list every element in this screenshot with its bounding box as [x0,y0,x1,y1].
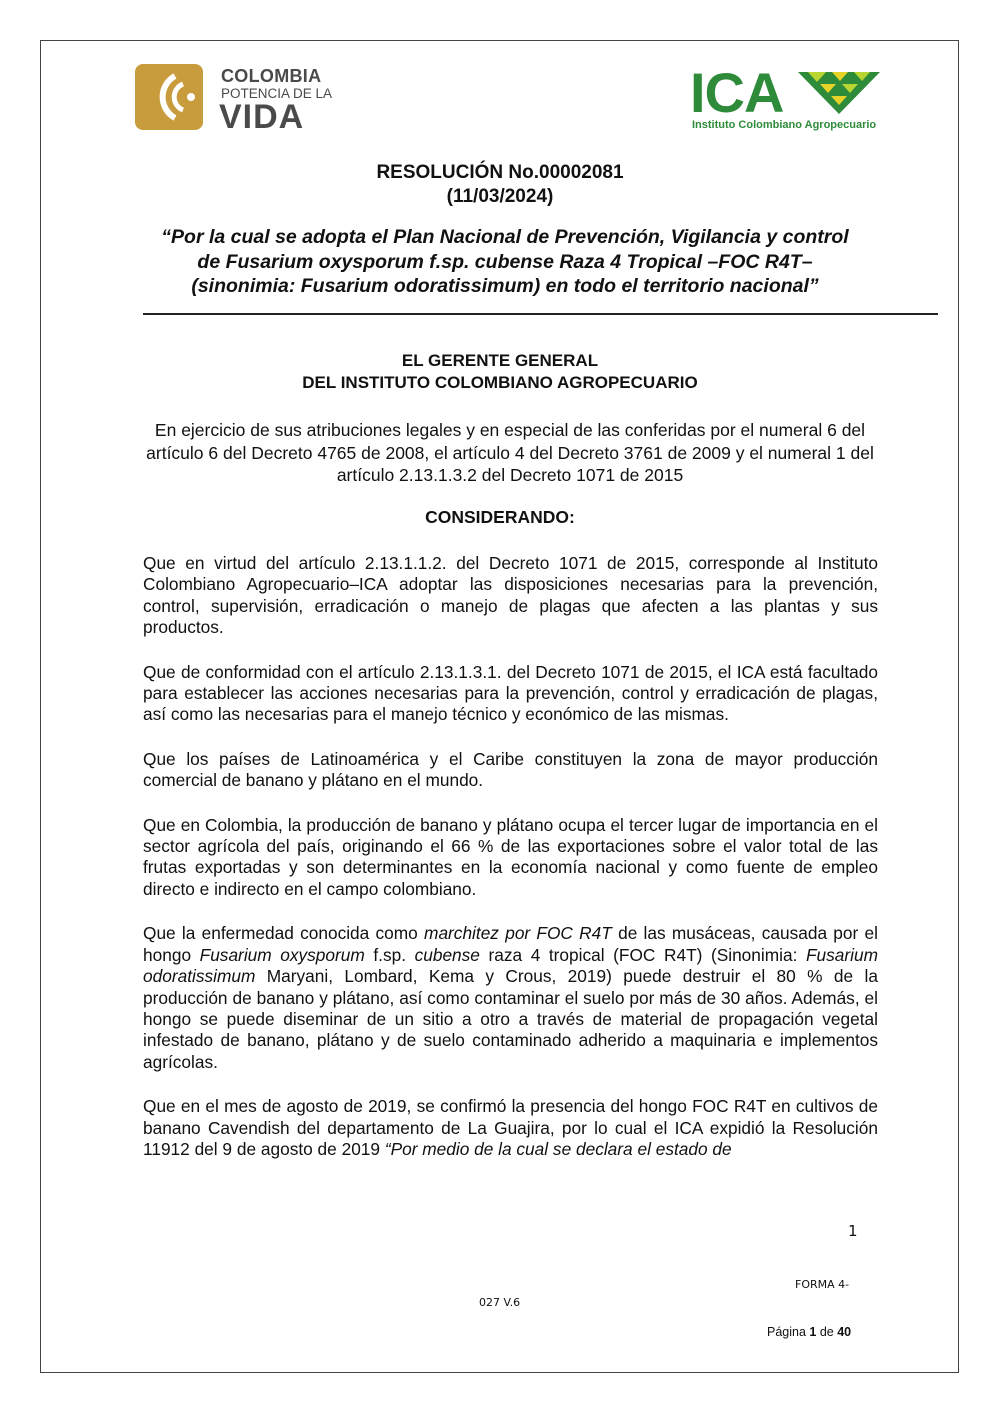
paragraph-6 [143,1096,878,1160]
subject-line-3: (sinonimia: Fusarium odoratissimum) en todo el territorio nacional” [191,275,819,297]
ica-logo-pattern-icon [798,70,880,116]
p5-text-g: raza 4 tropical (FOC R4T) (Sinonimia: [479,944,806,965]
header-divider [143,313,938,315]
logo-line-colombia: COLOMBIA [221,66,322,86]
paragraph-5 [143,923,878,1073]
p5-text-i: Maryani, Lombard, Kema y Crous, 2019) puede destruir el 80 % de la producción de banano y plátano, así como contaminar el suelo por más de 30 años. Además, el hongo se puede diseminar de un sitio a otro a través de material de propagación vegetal infestado de banano, plátano y de suelo contaminado adherido a maquinaria e implementos agrícolas. [143,966,878,1072]
paragraph-1: Que en virtud del artículo 2.13.1.1.2. del Decreto 1071 de 2015, corresponde al Instituto Colombiano Agropecuario–ICA adoptar las disposiciones necesarias para la prevención, control, supervisión, erradicación o manejo de plagas que afecten a las plantas y sus productos. [143,553,878,638]
page-number: 1 [848,1222,858,1240]
form-code-part-2: 027 V.6 [479,1296,521,1309]
page-counter-sep: de [816,1325,838,1339]
paragraph-2: Que de conformidad con el artículo 2.13.1.3.1. del Decreto 1071 de 2015, el ICA está facultado para establecer las acciones necesarias para la prevención, control y erradicación de plagas, así como las necesarias para el manejo técnico y económico de las mismas. [143,661,878,725]
considerando-heading: CONSIDERANDO: [425,507,575,527]
authority-heading [0,350,1000,394]
page-counter-current: 1 [809,1325,817,1339]
p5-italic-marchitez: marchitez por FOC R4T [424,923,612,944]
resolution-number: RESOLUCIÓN No.00002081 [376,162,624,183]
p5-italic-cubense: cubense [414,944,480,965]
ica-logo-text: ICA [690,61,784,124]
form-code-part-1: FORMA 4- [795,1278,850,1291]
colombia-potencia-de-la-vida-logo [135,64,335,134]
resolution-date: (11/03/2024) [446,186,554,207]
p5-italic-fusarium: Fusarium oxysporum [199,944,365,965]
p6-text-a: Que en el mes de agosto de 2019, se confirmó la presencia del hongo FOC R4T en cultivos de banano Cavendish del departamento de La Guajira, por lo cual el ICA expidió la Resolución 11912 del 9 de agosto de 2019 [143,1096,878,1159]
p5-text-c: de las musáceas, causada por el hongo [143,923,878,965]
page-counter [767,1325,851,1339]
resolution-header [0,161,1000,209]
p6-italic-quote: “Por medio de la cual se declara el estado de [384,1138,732,1159]
subject-line-2: de Fusarium oxysporum f.sp. cubense Raza 4 Tropical –FOC R4T– [197,250,813,273]
considerando-body [143,553,878,1183]
p5-text-e: f.sp. [364,944,415,965]
colombia-logo-mark-icon [135,64,205,132]
ejercicio-paragraph: En ejercicio de sus atribuciones legales y en especial de las conferidas por el numeral 6 del artículo 6 del Decreto 4765 de 2008, el artículo 4 del Decreto 3761 de 2009 y el numeral 1 del artículo 2.13.1.3.2 del Decreto 1071 de 2015 [146,420,874,485]
paragraph-4: Que en Colombia, la producción de banano y plátano ocupa el tercer lugar de importancia en el sector agrícola del país, originando el 66 % de las exportaciones sobre el valor total de las frutas exportadas y son determinantes en la economía nacional y como fuente de empleo directo e indirecto en el campo colombiano. [143,814,878,899]
resolution-subject [140,225,870,299]
authority-line-1: EL GERENTE GENERAL [401,351,599,370]
p5-text-a: Que la enfermedad conocida como [143,923,425,944]
logo-line-potencia: POTENCIA DE LA [221,86,333,101]
paragraph-3: Que los países de Latinoamérica y el Caribe constituyen la zona de mayor producción comercial de banano y plátano en el mundo. [143,748,878,791]
ica-logo-subtitle: Instituto Colombiano Agropecuario [692,119,877,131]
authority-line-2: DEL INSTITUTO COLOMBIANO AGROPECUARIO [302,373,698,392]
logo-line-vida: VIDA [219,98,305,136]
ica-logo [690,61,890,136]
subject-line-1: “Por la cual se adopta el Plan Nacional de Prevención, Vigilancia y control [161,226,849,248]
page-counter-label: Página [767,1325,810,1339]
p5-italic-odoratissimum: Fusarium odoratissimum [143,944,879,987]
page-counter-total: 40 [837,1325,852,1339]
